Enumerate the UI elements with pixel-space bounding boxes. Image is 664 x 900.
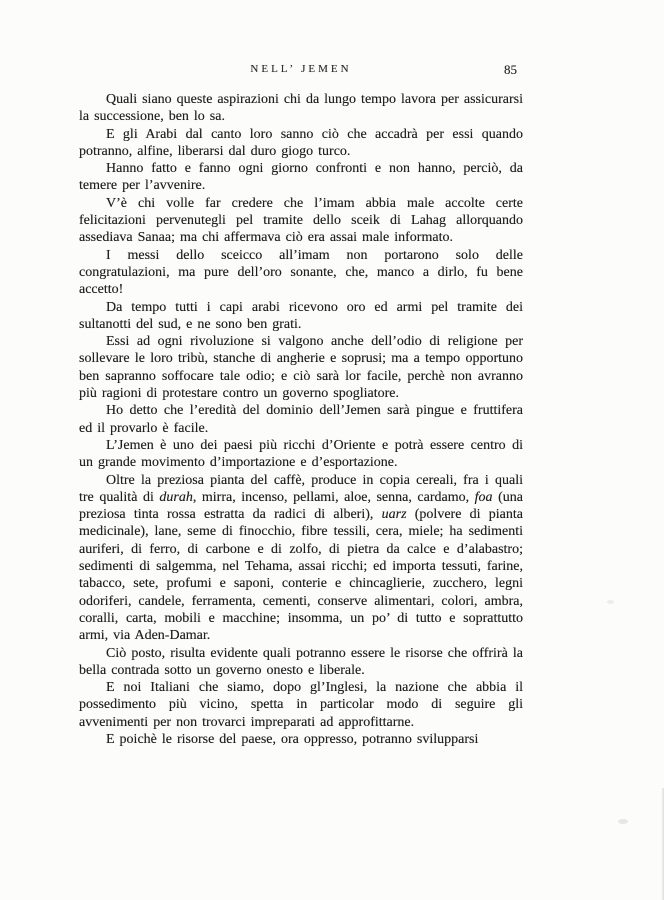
text-run: , mirra, incenso, pellami, aloe, senna, cardamo, xyxy=(192,489,475,505)
text-run: Quali siano queste aspirazioni chi da lungo tempo lavora per assicurarsi la successione, ben lo sa. xyxy=(79,92,523,125)
text-run: Hanno fatto e fanno ogni giorno confronti e non hanno, perciò, da temere per l’avvenire. xyxy=(79,161,523,194)
text-run: (polvere di pianta medicinale), lane, seme di finocchio, fibre tessili, cera, miele; ha sedimenti auriferi, di ferro, di carbone e di zolfo, di pietra da calce e d’alabastro; sedimenti di salgemma, nel Tehama, assai ricchi; ed importa tessuti, farine, tabacco, sete, profumi e saponi, conterie e chincaglierie, zucchero, legni odoriferi, candele, ferramenta, cementi, conserve alimentari, colori, ambra, coralli, carta, mobili e macchine; insomma, un po’ di tutto e soprattutto armi, via Aden-Damar. xyxy=(79,507,523,644)
paragraph xyxy=(79,333,523,402)
paragraph xyxy=(79,679,523,731)
paragraph xyxy=(79,645,523,680)
page-body xyxy=(79,91,523,748)
text-run: I messi dello sceicco all’imam non portarono solo delle congratulazioni, ma pure dell’oro sonante, che, manco a dirlo, fu bene accetto! xyxy=(79,247,523,298)
paragraph xyxy=(79,731,523,748)
paragraph xyxy=(79,472,523,645)
page-header-title: NELL’ JEMEN xyxy=(250,63,352,75)
text-run: Essi ad ogni rivoluzione si valgono anche dell’odio di religione per sollevare le loro tribù, stanche di angherie e soprusi; ma a tempo opportuno ben sapranno soffocare tale odio; e ciò sarà lor facile, perchè non avranno più ragioni di protestare contro un governo spogliatore. xyxy=(79,334,523,402)
italic-term: durah xyxy=(159,489,193,505)
text-run: Oltre la preziosa pianta del caffè, produce in copia cereali, fra i quali tre qualità di xyxy=(79,472,523,505)
paragraph xyxy=(79,126,523,161)
text-run: Ho detto che l’eredità del dominio dell’Jemen sarà pingue e fruttifera ed il provarlo è facile. xyxy=(79,403,523,436)
text-run: E gli Arabi dal canto loro sanno ciò che accadrà per essi quando potranno, alfine, liberarsi dal duro giogo turco. xyxy=(79,126,523,159)
text-run: Da tempo tutti i capi arabi ricevono oro ed armi pel tramite dei sultanotti del sud, e ne sono ben grati. xyxy=(79,299,523,332)
text-run: Ciò posto, risulta evidente quali potranno essere le risorse che offrirà la bella contrada sotto un governo onesto e liberale. xyxy=(79,645,523,678)
paragraph xyxy=(79,247,523,299)
text-run: L’Jemen è uno dei paesi più ricchi d’Oriente e potrà essere centro di un grande movimento d’importazione e d’esportazione. xyxy=(79,437,523,471)
paragraph xyxy=(79,160,523,195)
italic-term: foa xyxy=(474,489,493,505)
text-run: (una preziosa tinta rossa estratta da radici di alberi), xyxy=(79,489,523,523)
page-number: 85 xyxy=(504,62,517,77)
scan-artifact xyxy=(618,819,628,824)
paragraph xyxy=(79,402,523,437)
scan-artifact xyxy=(607,600,614,604)
paragraph xyxy=(79,91,523,126)
text-run: E poichè le risorse del paese, ora oppresso, potranno svilupparsi xyxy=(106,731,479,747)
running-head xyxy=(79,63,523,79)
paragraph xyxy=(79,299,523,334)
paragraph xyxy=(79,437,523,472)
italic-term: uarz xyxy=(381,507,407,523)
text-run: V’è chi volle far credere che l’imam abbia male accolte certe felicitazioni pervenutegli pel tramite dello sceik di Lahag allorquando assediava Sanaa; ma chi affermava ciò era assai male informato. xyxy=(79,195,523,246)
paragraph xyxy=(79,195,523,247)
text-run: E noi Italiani che siamo, dopo gl’Inglesi, la nazione che abbia il possedimento più vicino, spetta in particolar modo di seguire gli avvenimenti per non trovarci impreparati ad approfittarne. xyxy=(79,680,523,730)
